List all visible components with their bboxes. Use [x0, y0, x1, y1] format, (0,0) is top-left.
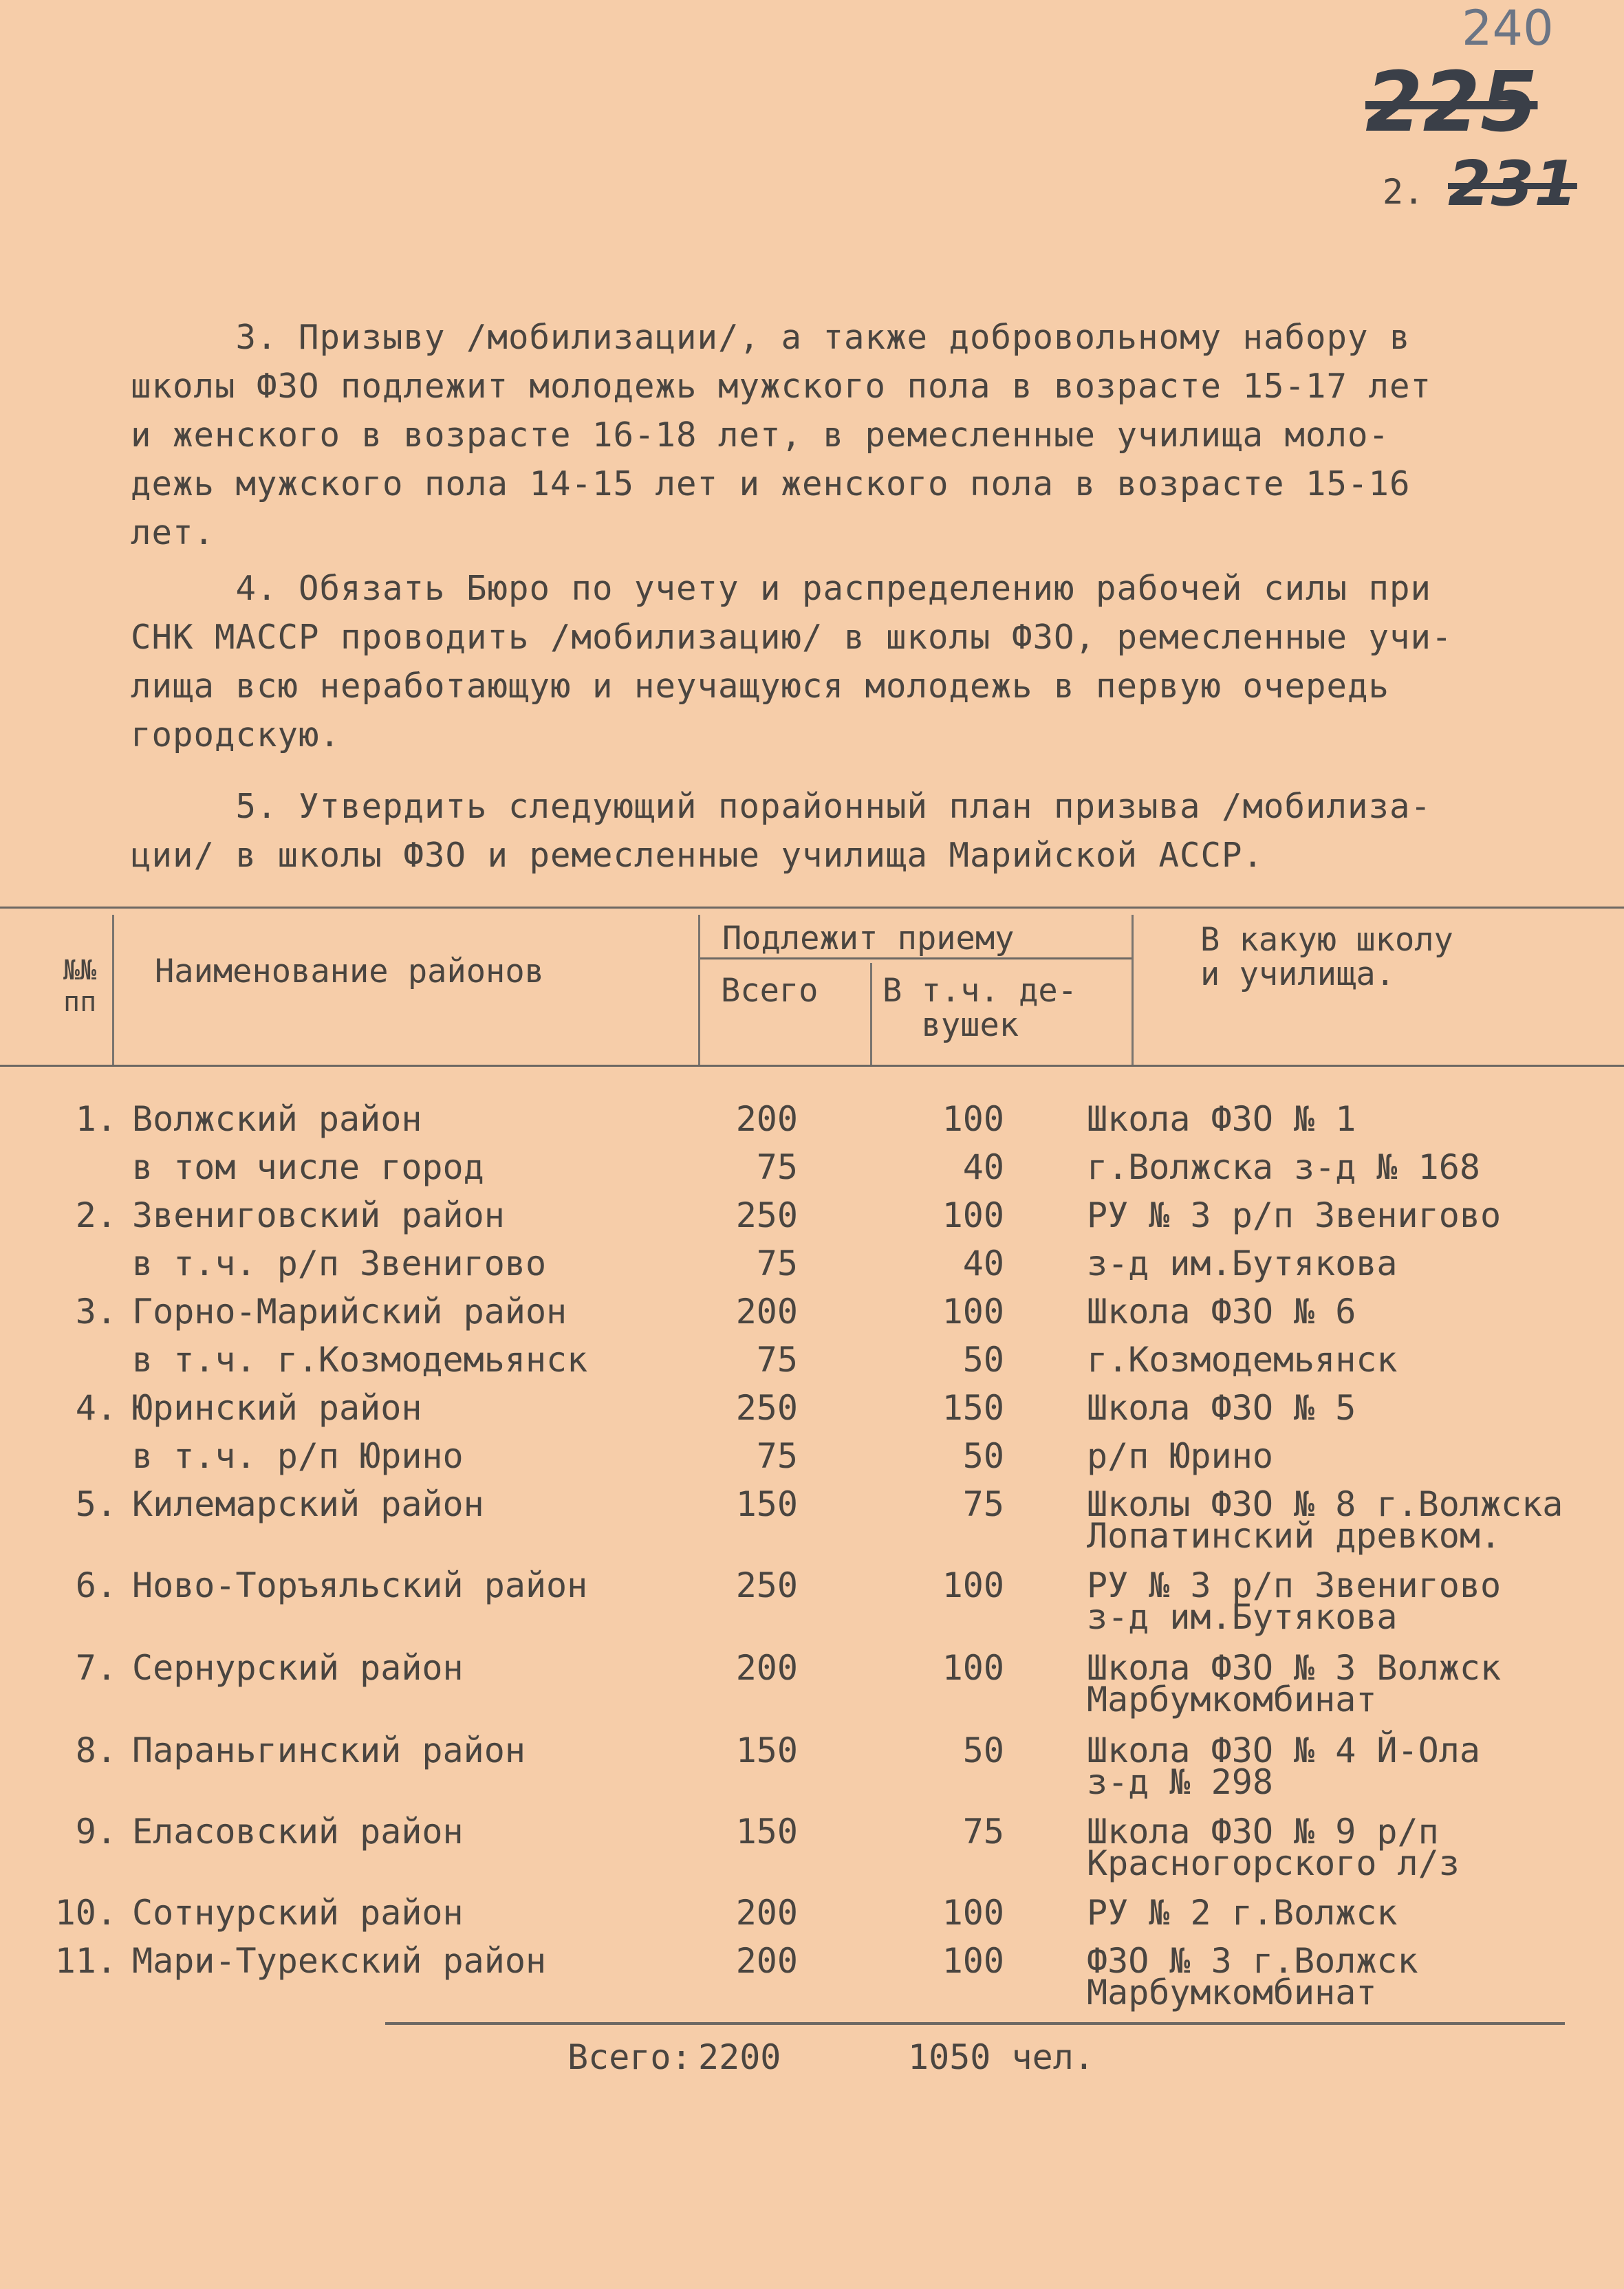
- row-num: 4.: [75, 1388, 117, 1428]
- totals-girls: 1050 чел.: [908, 2037, 1094, 2077]
- row-name: Сотнурский район: [132, 1893, 464, 1933]
- row-name: Юринский район: [132, 1388, 422, 1428]
- row-total: 150: [735, 1484, 798, 1524]
- row-total: 250: [735, 1195, 798, 1235]
- totals-total: 2200: [698, 2037, 781, 2077]
- row-total: 150: [735, 1812, 798, 1852]
- row-school: г.Козмодемьянск: [1087, 1340, 1398, 1380]
- row-name: в том числе город: [132, 1147, 484, 1187]
- table-row: [0, 1937, 1624, 2013]
- row-girls: 100: [942, 1893, 1004, 1933]
- table-row: [0, 1726, 1624, 1802]
- row-girls: 50: [962, 1340, 1004, 1380]
- col-divider-3: [870, 963, 872, 1065]
- table-top-rule: [0, 907, 1624, 909]
- row-num: 1.: [75, 1099, 117, 1139]
- table-row: [0, 1432, 1624, 1480]
- row-school: РУ № 2 г.Волжск: [1087, 1893, 1398, 1933]
- row-total: 150: [735, 1731, 798, 1770]
- row-school: з-д им.Бутякова: [1087, 1244, 1398, 1283]
- old-page-number-struck-2: 231: [1448, 148, 1577, 220]
- row-total: 200: [735, 1893, 798, 1933]
- row-girls: 100: [942, 1565, 1004, 1605]
- paragraph-line: и женского в возрасте 16-18 лет, в ремесленные училища моло-: [131, 415, 1390, 455]
- table-row: [0, 1889, 1624, 1937]
- header-girls: В т.ч. де- вушек: [883, 972, 1077, 1044]
- row-girls: 150: [942, 1388, 1004, 1428]
- col-divider-4: [1132, 915, 1134, 1065]
- paragraph-line: дежь мужского пола 14-15 лет и женского пола в возрасте 15-16: [131, 464, 1411, 503]
- row-total: 250: [735, 1565, 798, 1605]
- row-school: р/п Юрино: [1087, 1436, 1273, 1476]
- row-total: 200: [735, 1648, 798, 1688]
- row-girls: 40: [962, 1147, 1004, 1187]
- group-underline: [700, 957, 1132, 959]
- paragraph-3: [131, 313, 1431, 557]
- row-school: ФЗО № 3 г.Волжск Марбумкомбинат: [1087, 1941, 1418, 2013]
- table-row: [0, 1288, 1624, 1336]
- row-school: Школа ФЗО № 9 р/п Красногорского л/з: [1087, 1812, 1460, 1883]
- header-num: №№ пп: [63, 955, 97, 1018]
- row-total: 75: [756, 1147, 798, 1187]
- paragraph-line: 3. Призыву /мобилизации/, а также добровольному набору в: [131, 318, 1411, 357]
- paragraph-line: 4. Обязать Бюро по учету и распределению рабочей силы при: [131, 569, 1432, 608]
- row-total: 250: [735, 1388, 798, 1428]
- row-name: Еласовский район: [132, 1812, 464, 1852]
- table-row: [0, 1336, 1624, 1384]
- row-girls: 50: [962, 1731, 1004, 1770]
- row-name: в т.ч. р/п Юрино: [132, 1436, 464, 1476]
- table-row: [0, 1384, 1624, 1432]
- row-num: 2.: [75, 1195, 117, 1235]
- paragraph-4: [131, 564, 1453, 759]
- row-total: 75: [756, 1340, 798, 1380]
- row-num: 5.: [75, 1484, 117, 1524]
- row-num: 11.: [54, 1941, 117, 1981]
- header-group: Подлежит приему: [722, 920, 1015, 957]
- row-school: Школа ФЗО № 3 Волжск Марбумкомбинат: [1087, 1648, 1502, 1720]
- paragraph-5: [131, 782, 1431, 880]
- paragraph-line: лет.: [131, 513, 215, 552]
- row-name: Звениговский район: [132, 1195, 505, 1235]
- table-row: [0, 1143, 1624, 1191]
- paragraph-line: школы ФЗО подлежит молодежь мужского пола в возрасте 15-17 лет: [131, 367, 1432, 406]
- row-num: 3.: [75, 1292, 117, 1332]
- row-girls: 100: [942, 1099, 1004, 1139]
- archive-number: 240: [1462, 0, 1554, 56]
- row-name: Параньгинский район: [132, 1731, 526, 1770]
- row-girls: 100: [942, 1648, 1004, 1688]
- row-school: г.Волжска з-д № 168: [1087, 1147, 1480, 1187]
- row-name: Волжский район: [132, 1099, 422, 1139]
- header-school: В какую школу и училища.: [1200, 921, 1453, 993]
- row-num: 8.: [75, 1731, 117, 1770]
- row-girls: 100: [942, 1195, 1004, 1235]
- page-number: 2.: [1383, 172, 1425, 212]
- paragraph-line: лища всю неработающую и неучащуюся молодежь в первую очередь: [131, 666, 1390, 706]
- col-divider-2: [698, 915, 700, 1065]
- old-page-number-struck: 225: [1365, 55, 1538, 151]
- row-num: 10.: [54, 1893, 117, 1933]
- paragraph-line: 5. Утвердить следующий порайонный план призыва /мобилиза-: [131, 787, 1432, 826]
- row-name: в т.ч. р/п Звенигово: [132, 1244, 547, 1283]
- row-girls: 75: [962, 1484, 1004, 1524]
- header-total: Всего: [721, 972, 819, 1010]
- col-divider-1: [112, 915, 114, 1065]
- row-total: 200: [735, 1941, 798, 1981]
- row-girls: 40: [962, 1244, 1004, 1283]
- row-girls: 100: [942, 1941, 1004, 1981]
- paragraph-line: ции/ в школы ФЗО и ремесленные училища Марийской АССР.: [131, 836, 1264, 875]
- row-name: Горно-Марийский район: [132, 1292, 567, 1332]
- row-num: 7.: [75, 1648, 117, 1688]
- row-school: Школа ФЗО № 1: [1087, 1099, 1356, 1139]
- row-school: Школа ФЗО № 5: [1087, 1388, 1356, 1428]
- row-girls: 50: [962, 1436, 1004, 1476]
- totals-rule: [385, 2022, 1565, 2025]
- row-girls: 75: [962, 1812, 1004, 1852]
- row-name: Сернурский район: [132, 1648, 464, 1688]
- row-total: 200: [735, 1292, 798, 1332]
- table-row: [0, 1808, 1624, 1883]
- row-name: в т.ч. г.Козмодемьянск: [132, 1340, 588, 1380]
- row-school: РУ № 3 р/п Звенигово з-д им.Бутякова: [1087, 1565, 1502, 1637]
- table-row: [0, 1561, 1624, 1637]
- row-total: 75: [756, 1244, 798, 1283]
- row-num: 6.: [75, 1565, 117, 1605]
- table-row: [0, 1239, 1624, 1288]
- paragraph-line: городскую.: [131, 715, 341, 755]
- table-row: [0, 1480, 1624, 1556]
- table-header-bottom-rule: [0, 1065, 1624, 1067]
- row-school: Школы ФЗО № 8 г.Волжска Лопатинский древком.: [1087, 1484, 1563, 1556]
- table-row: [0, 1644, 1624, 1720]
- row-num: 9.: [75, 1812, 117, 1852]
- table-row: [0, 1191, 1624, 1239]
- row-name: Мари-Турекский район: [132, 1941, 547, 1981]
- row-name: Килемарский район: [132, 1484, 484, 1524]
- row-school: РУ № 3 р/п Звенигово: [1087, 1195, 1502, 1235]
- row-name: Ново-Торъяльский район: [132, 1565, 588, 1605]
- header-name: Наименование районов: [155, 953, 544, 990]
- row-total: 200: [735, 1099, 798, 1139]
- row-girls: 100: [942, 1292, 1004, 1332]
- row-school: Школа ФЗО № 4 Й-Ола з-д № 298: [1087, 1731, 1480, 1802]
- paragraph-line: СНК МАССР проводить /мобилизацию/ в школы ФЗО, ремесленные учи-: [131, 618, 1453, 657]
- row-school: Школа ФЗО № 6: [1087, 1292, 1356, 1332]
- table-row: [0, 1095, 1624, 1143]
- row-total: 75: [756, 1436, 798, 1476]
- totals-label: Всего:: [567, 2037, 692, 2077]
